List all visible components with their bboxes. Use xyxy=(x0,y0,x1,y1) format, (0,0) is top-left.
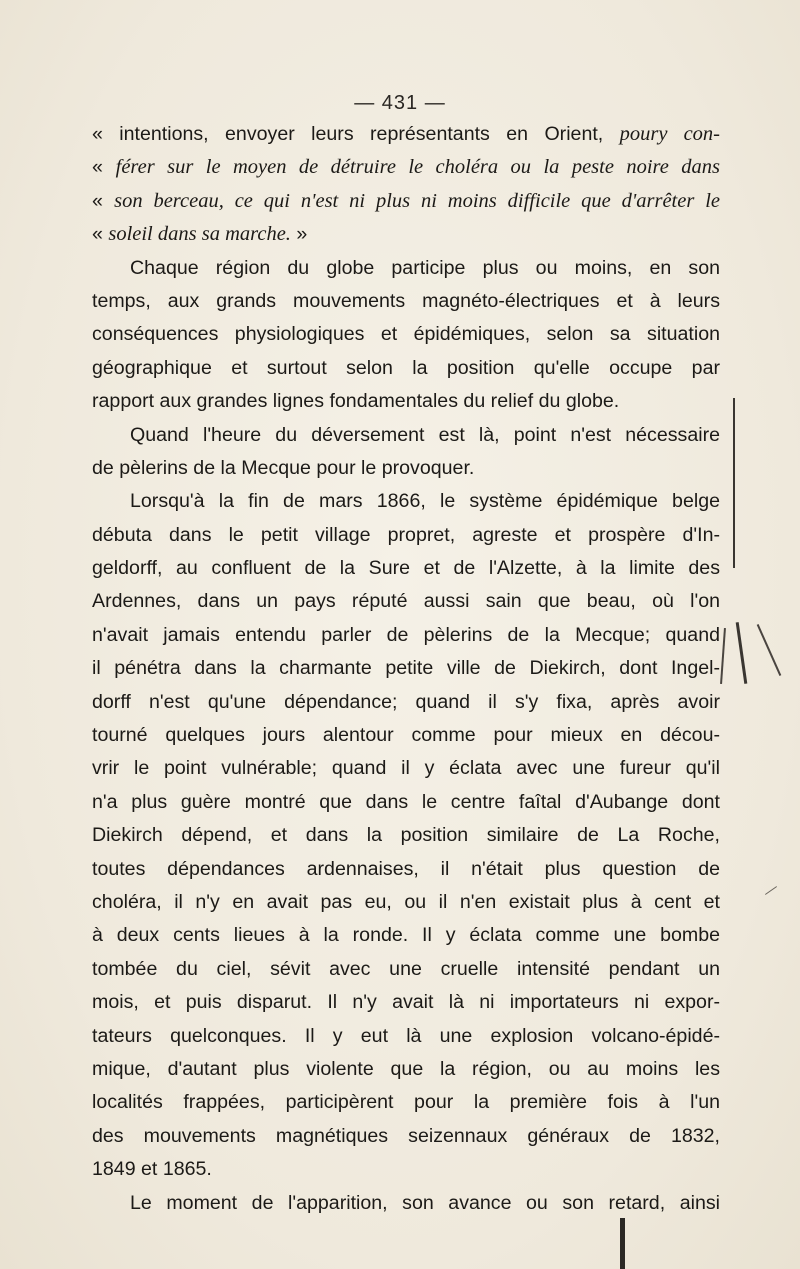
margin-tick-mark xyxy=(765,886,777,895)
text-line: geldorff, au confluent de la Sure et de l'Alzette, à la limite des xyxy=(92,557,720,580)
text-segment: « xyxy=(92,156,116,179)
italic-segment: son berceau, ce qui n'est ni plus ni moins difficile que d'arrêter le xyxy=(114,189,720,212)
text-line: n'a plus guère montré que dans le centre faîtal d'Aubange dont xyxy=(92,790,720,813)
text-line: localités frappées, participèrent pour la première fois à l'un xyxy=(92,1091,720,1114)
text-line: Lorsqu'à la fin de mars 1866, le système épidémique belge xyxy=(130,490,720,513)
text-segment: » xyxy=(290,223,308,246)
text-line xyxy=(92,118,720,151)
text-line: conséquences physiologiques et épidémiques, selon sa situation xyxy=(92,323,720,346)
text-line: 1849 et 1865. xyxy=(92,1158,212,1181)
text-line: n'avait jamais entendu parler de pèlerins de la Mecque; quand xyxy=(92,623,720,646)
text-line xyxy=(92,151,720,184)
page-number: — 431 — xyxy=(354,92,446,114)
text-line: vrir le point vulnérable; quand il y éclata avec une fureur qu'il xyxy=(92,757,720,780)
text-line: géographique et surtout selon la position qu'elle occupe par xyxy=(92,356,720,379)
text-line: Le moment de l'apparition, son avance ou son retard, ainsi xyxy=(130,1191,720,1214)
margin-pencil-mark xyxy=(736,622,748,684)
text-line: dorff n'est qu'une dépendance; quand il s'y fixa, après avoir xyxy=(92,690,720,713)
italic-segment: férer sur le moyen de détruire le choléra ou la peste noire dans xyxy=(115,156,721,179)
text-line: temps, aux grands mouvements magnéto-électriques et à leurs xyxy=(92,289,720,312)
text-line: mique, d'autant plus violente que la région, ou au moins les xyxy=(92,1057,720,1080)
text-line: des mouvements magnétiques seizennaux généraux de 1832, xyxy=(92,1124,720,1147)
text-line xyxy=(92,185,720,218)
margin-pencil-mark xyxy=(757,624,782,676)
text-line: Chaque région du globe participe plus ou moins, en son xyxy=(130,256,720,279)
text-segment: « xyxy=(92,223,109,246)
text-line: Diekirch dépend, et dans la position similaire de La Roche, xyxy=(92,824,720,847)
text-line: il pénétra dans la charmante petite ville de Diekirch, dont Ingel- xyxy=(92,657,720,680)
text-segment: « xyxy=(92,189,115,212)
text-line: tateurs quelconques. Il y eut là une explosion volcano-épidé- xyxy=(92,1024,720,1047)
italic-segment: soleil dans sa marche. xyxy=(108,223,291,246)
text-line: rapport aux grandes lignes fondamentales du relief du globe. xyxy=(92,390,620,413)
italic-segment: poury con- xyxy=(619,123,720,145)
text-line: Ardennes, dans un pays réputé aussi sain que beau, où l'on xyxy=(92,590,720,613)
text-line: Quand l'heure du déversement est là, point n'est nécessaire xyxy=(130,423,720,446)
text-line: tourné quelques jours alentour comme pour mieux en décou- xyxy=(92,724,720,747)
margin-bracket-mark xyxy=(733,398,735,568)
margin-pencil-mark xyxy=(720,628,726,684)
text-segment: « intentions, envoyer leurs représentants en Orient, xyxy=(92,123,620,145)
body-text xyxy=(92,118,720,1220)
text-line: de pèlerins de la Mecque pour le provoquer. xyxy=(92,456,475,479)
text-line: toutes dépendances ardennaises, il n'était plus question de xyxy=(92,857,720,880)
bottom-edge-mark xyxy=(620,1218,625,1269)
text-line: tombée du ciel, sévit avec une cruelle intensité pendant un xyxy=(92,957,720,980)
text-line: débuta dans le petit village propret, agreste et prospère d'In- xyxy=(92,523,720,546)
text-line: à deux cents lieues à la ronde. Il y éclata comme une bombe xyxy=(92,924,720,947)
text-line: choléra, il n'y en avait pas eu, ou il n'en existait plus à cent et xyxy=(92,890,720,913)
text-line xyxy=(92,218,720,251)
text-line: mois, et puis disparut. Il n'y avait là ni importateurs ni expor- xyxy=(92,991,720,1014)
